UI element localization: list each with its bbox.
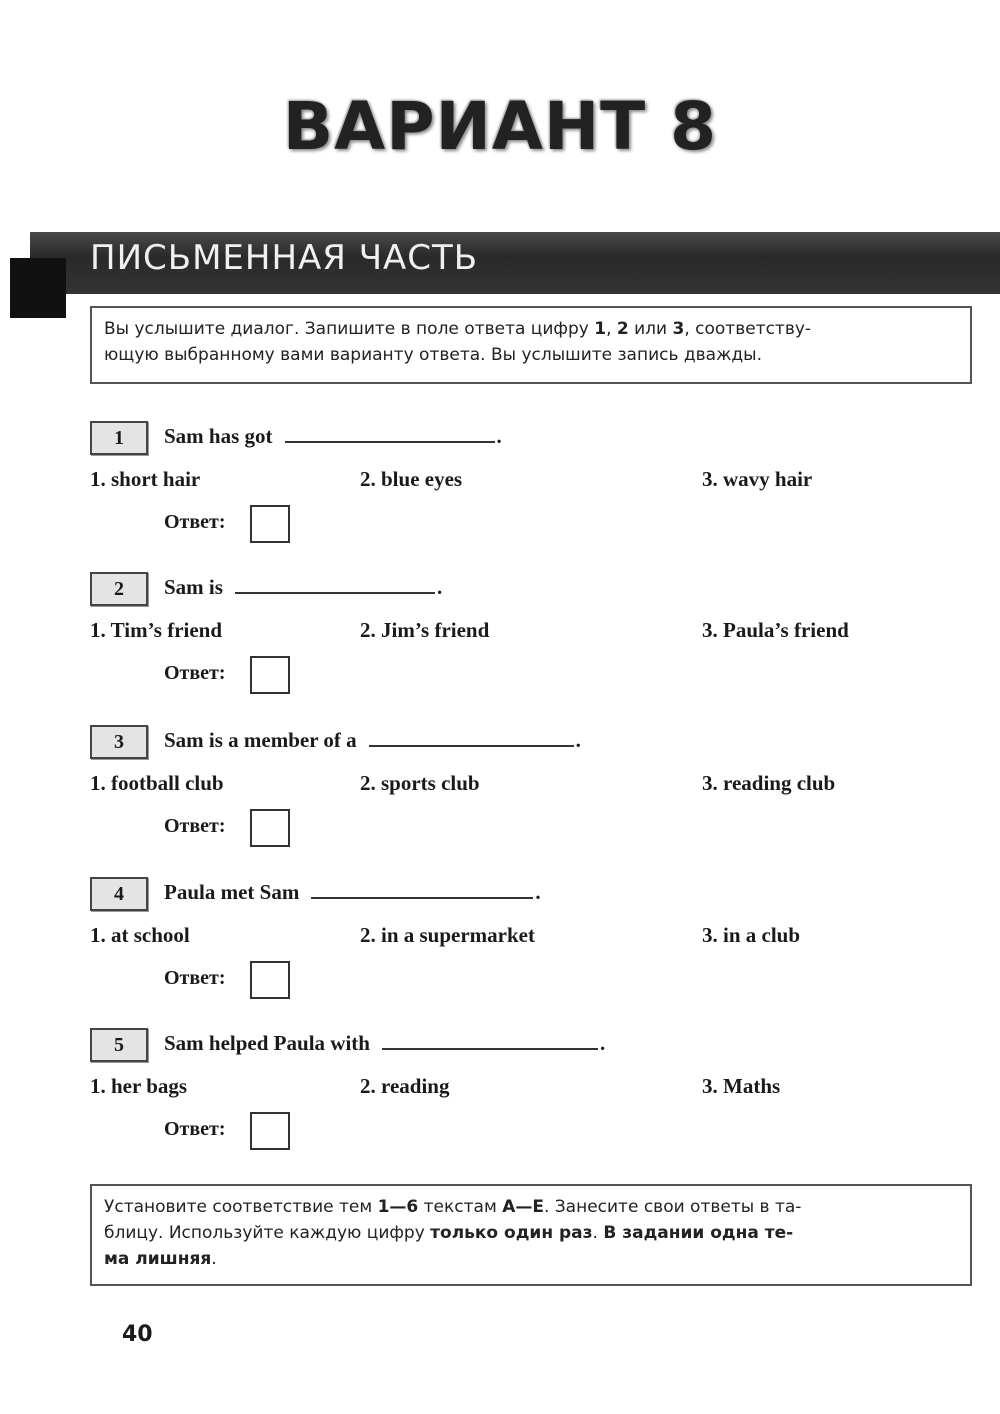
option-2: 2. reading bbox=[360, 1074, 450, 1098]
answer-box[interactable] bbox=[250, 809, 290, 847]
question-stem: Sam has got . bbox=[164, 424, 502, 448]
answer-box[interactable] bbox=[250, 505, 290, 543]
option-1: 1. Tim’s friend bbox=[90, 618, 223, 642]
answer-label: Ответ: bbox=[164, 1118, 226, 1140]
option-1: 1. short hair bbox=[90, 467, 201, 491]
matching-instructions: Установите соответствие тем 1—6 текстам А—Е. Занесите свои ответы в та- блицу. Используйте каждую цифру только один раз. В задании одна те- ма лишняя. bbox=[90, 1184, 972, 1286]
option-3: 3. Maths bbox=[702, 1074, 781, 1098]
answer-label: Ответ: bbox=[164, 967, 226, 989]
question-4 bbox=[90, 877, 970, 1012]
question-stem: Sam is . bbox=[164, 575, 443, 599]
question-number: 3 bbox=[90, 725, 148, 759]
answer-blank bbox=[235, 574, 435, 594]
answer-label: Ответ: bbox=[164, 511, 226, 533]
answer-blank bbox=[382, 1030, 598, 1050]
option-3: 3. wavy hair bbox=[702, 467, 813, 491]
question-2 bbox=[90, 572, 970, 707]
page-title: ВАРИАНТ 8 bbox=[282, 88, 718, 165]
page-number: 40 bbox=[122, 1322, 153, 1347]
question-number: 1 bbox=[90, 421, 148, 455]
option-3: 3. reading club bbox=[702, 771, 836, 795]
question-number: 4 bbox=[90, 877, 148, 911]
answer-blank bbox=[311, 879, 533, 899]
question-1 bbox=[90, 421, 970, 556]
question-3 bbox=[90, 725, 970, 860]
question-stem: Sam helped Paula with . bbox=[164, 1031, 606, 1055]
listening-instructions: Вы услышите диалог. Запишите в поле ответа цифру 1, 2 или 3, соответству- ющую выбранному вами варианту ответа. Вы услышите запись дважды. bbox=[90, 306, 972, 384]
option-1: 1. at school bbox=[90, 923, 190, 947]
option-2: 2. sports club bbox=[360, 771, 480, 795]
option-3: 3. in a club bbox=[702, 923, 801, 947]
answer-blank bbox=[369, 727, 574, 747]
option-3: 3. Paula’s friend bbox=[702, 618, 849, 642]
section-header bbox=[30, 232, 1000, 294]
option-2: 2. blue eyes bbox=[360, 467, 463, 491]
answer-label: Ответ: bbox=[164, 815, 226, 837]
answer-box[interactable] bbox=[250, 961, 290, 999]
answer-blank bbox=[285, 423, 495, 443]
question-number: 2 bbox=[90, 572, 148, 606]
answer-box[interactable] bbox=[250, 656, 290, 694]
question-stem: Paula met Sam . bbox=[164, 880, 541, 904]
question-number: 5 bbox=[90, 1028, 148, 1062]
question-5 bbox=[90, 1028, 970, 1163]
section-title: ПИСЬМЕННАЯ ЧАСТЬ bbox=[90, 238, 479, 278]
option-1: 1. football club bbox=[90, 771, 224, 795]
answer-label: Ответ: bbox=[164, 662, 226, 684]
question-stem: Sam is a member of a . bbox=[164, 728, 581, 752]
option-1: 1. her bags bbox=[90, 1074, 188, 1098]
side-tab-marker bbox=[10, 258, 66, 318]
option-2: 2. in a supermarket bbox=[360, 923, 535, 947]
option-2: 2. Jim’s friend bbox=[360, 618, 490, 642]
answer-box[interactable] bbox=[250, 1112, 290, 1150]
